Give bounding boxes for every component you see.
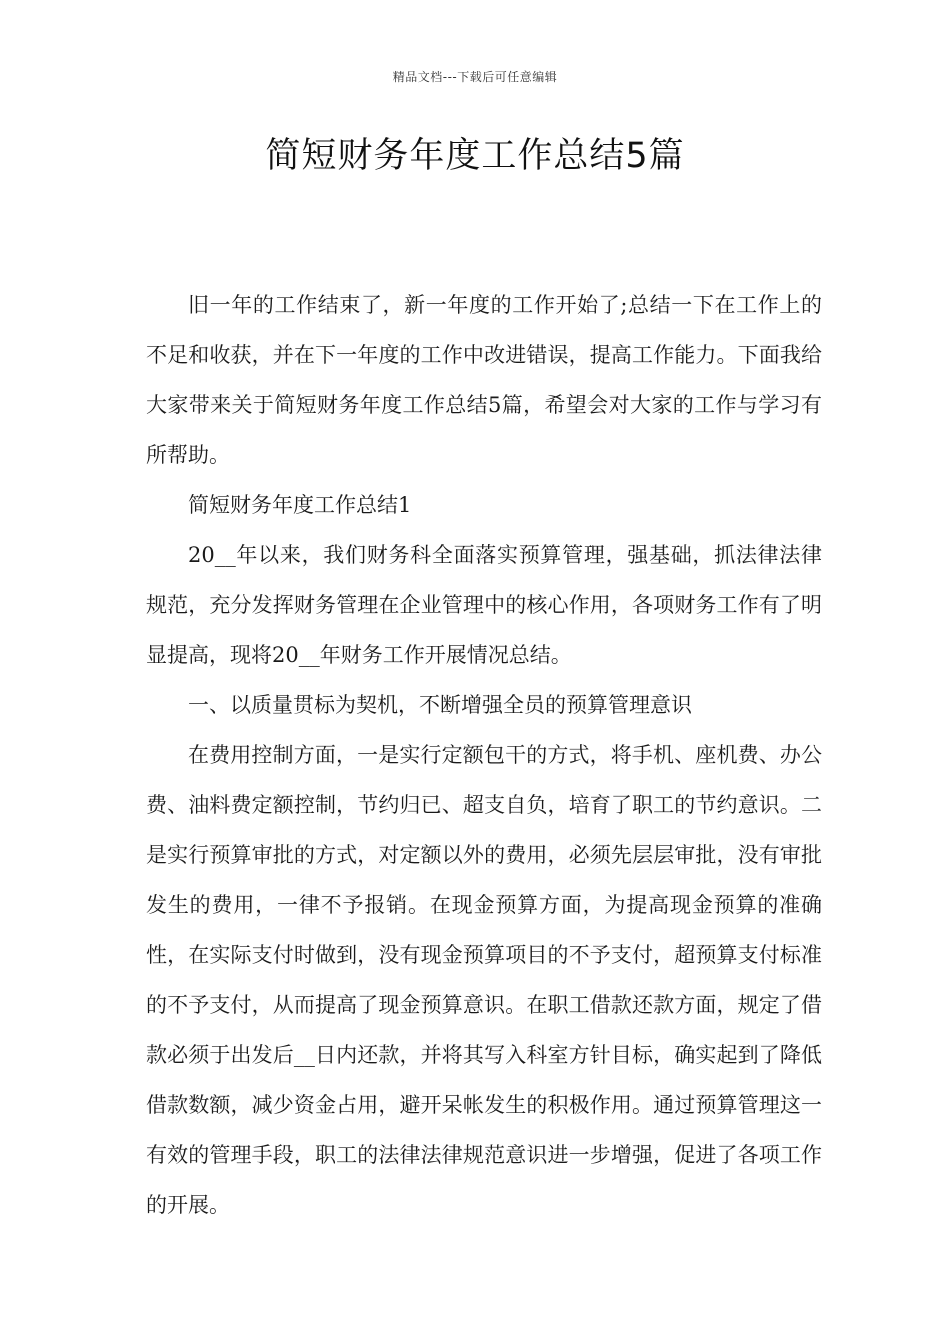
intro-paragraph: 旧一年的工作结束了，新一年度的工作开始了;总结一下在工作上的不足和收获，并在下一年度的工作中改进错误，提高工作能力。下面我给大家带来关于简短财务年度工作总结5篇，希望会对大家的工作与学习有所帮助。: [146, 293, 822, 467]
document-body: [146, 280, 822, 1230]
page-title: 简短财务年度工作总结5篇: [265, 136, 685, 176]
summary-paragraph: 20__年以来，我们财务科全面落实预算管理，强基础，抓法律法律规范，充分发挥财务管理在企业管理中的核心作用，各项财务工作有了明显提高，现将20__年财务工作开展情况总结。: [146, 543, 822, 667]
subsection-heading: 一、以质量贯标为契机，不断增强全员的预算管理意识: [188, 693, 692, 717]
section-heading: 简短财务年度工作总结1: [188, 493, 412, 517]
header-note: 精品文档---下载后可任意编辑: [392, 70, 558, 84]
content-paragraph: 在费用控制方面，一是实行定额包干的方式，将手机、座机费、办公费、油料费定额控制，节约归已、超支自负，培育了职工的节约意识。二是实行预算审批的方式，对定额以外的费用，必须先层层审批，没有审批发生的费用，一律不予报销。在现金预算方面，为提高现金预算的准确性，在实际支付时做到，没有现金预算项目的不予支付，超预算支付标准的不予支付，从而提高了现金预算意识。在职工借款还款方面，规定了借款必须于出发后__日内还款，并将其写入科室方针目标，确实起到了降低借款数额，减少资金占用，避开呆帐发生的积极作用。通过预算管理这一有效的管理手段，职工的法律法律规范意识进一步增强，促进了各项工作的开展。: [146, 743, 822, 1217]
